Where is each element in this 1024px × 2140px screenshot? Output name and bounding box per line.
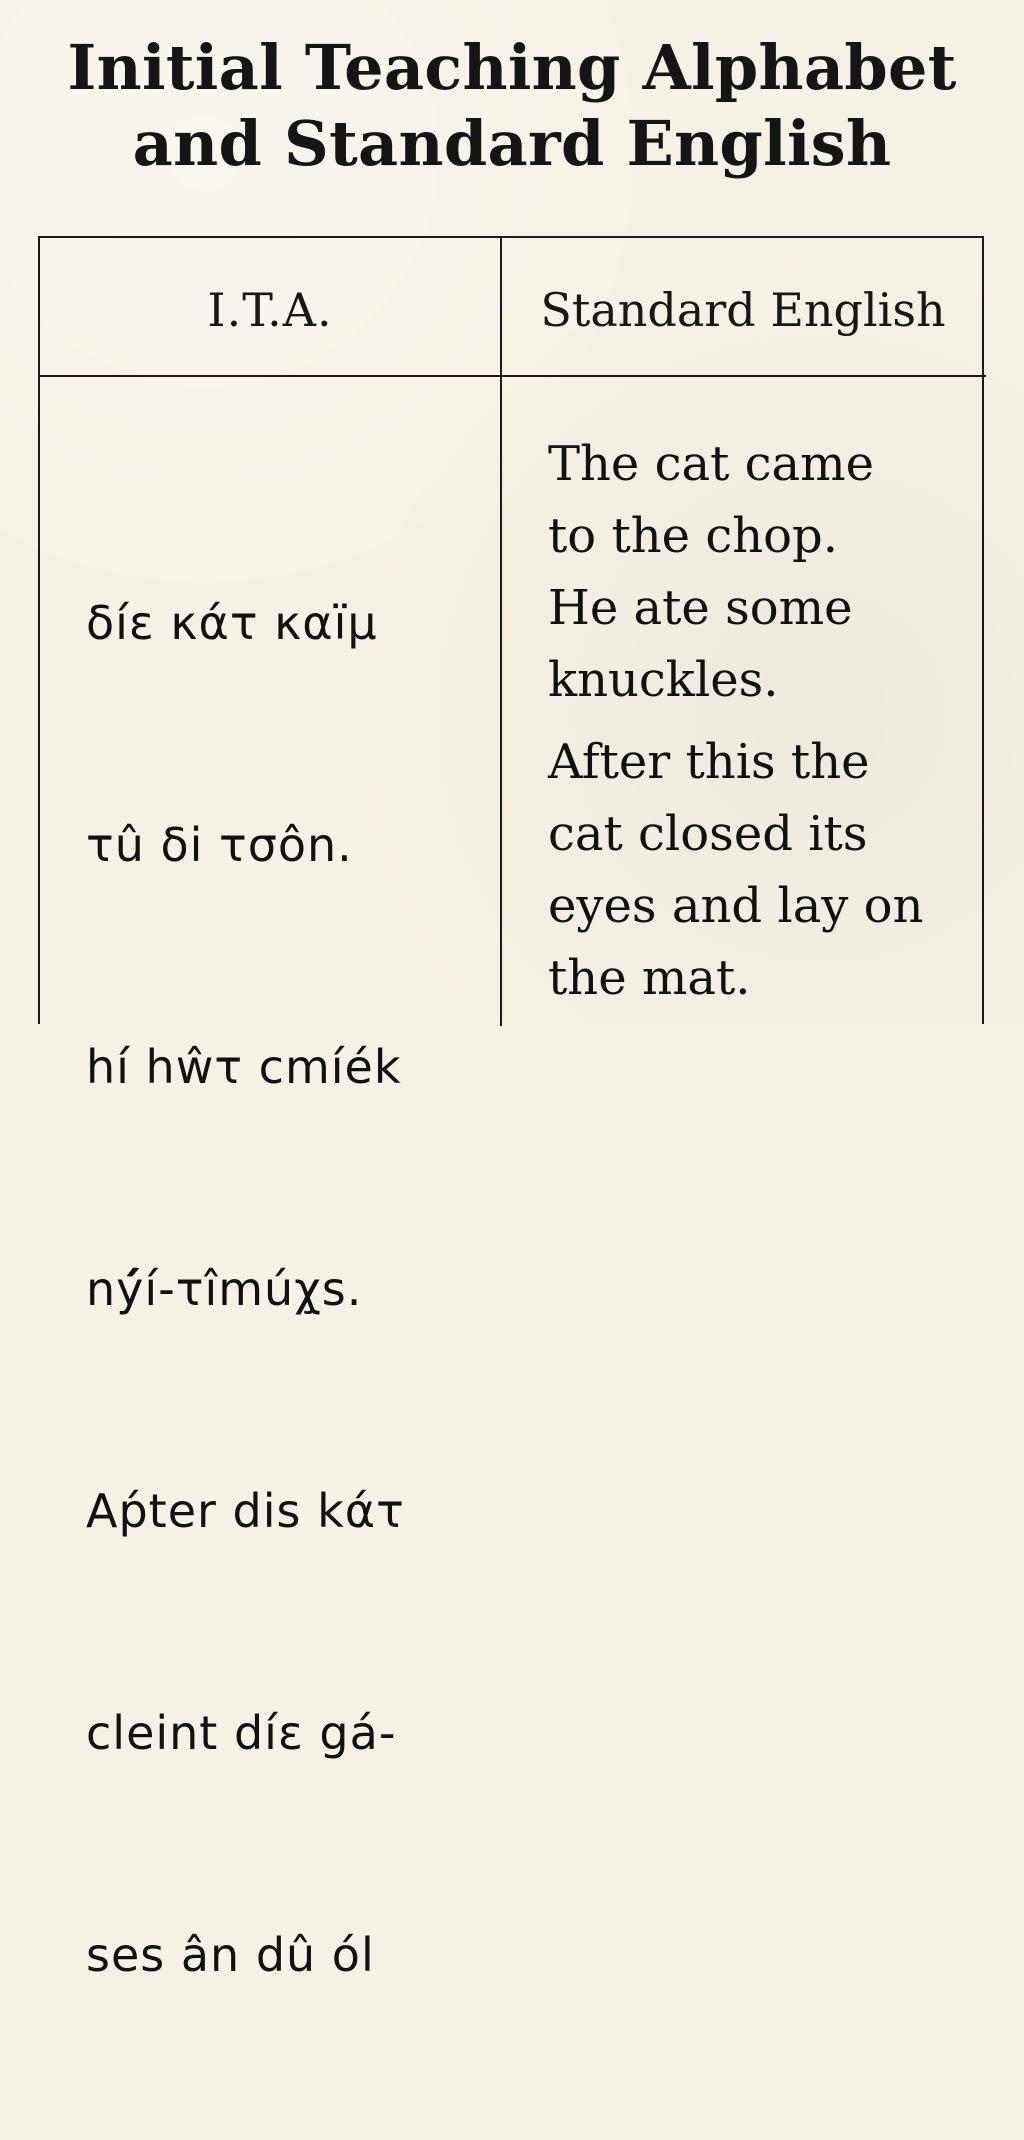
standard-line: cat closed its — [548, 806, 868, 862]
table-column-divider — [500, 238, 502, 1026]
standard-line: The cat came — [548, 436, 875, 492]
standard-line: to the chop. — [548, 508, 838, 564]
ita-line: ný́í-τîmúχ̧s. — [86, 1262, 363, 1316]
comparison-table — [38, 236, 984, 1982]
standard-line: eyes and lay on — [548, 878, 924, 934]
ita-line: δíε κάτ καïμ — [86, 596, 378, 650]
ita-line: hí hŵτ cmíék — [86, 1040, 402, 1094]
ita-line: τû δi τσôn. — [86, 818, 353, 872]
table-header-divider — [40, 375, 986, 377]
ita-text-column — [86, 438, 486, 2140]
standard-line: knuckles. — [548, 652, 779, 708]
page-title — [0, 30, 1024, 182]
standard-english-text-column — [548, 428, 968, 1014]
header-standard-english: Standard English — [540, 283, 946, 337]
title-line-1: Initial Teaching Alphabet — [67, 31, 957, 104]
standard-line: the mat. — [548, 950, 751, 1006]
ita-line: cleint díε gá- — [86, 1706, 397, 1760]
header-ita: I.T.A. — [207, 283, 333, 337]
standard-line: After this the — [548, 734, 870, 790]
paragraph-gap — [548, 716, 968, 726]
title-line-2: and Standard English — [132, 107, 892, 180]
standard-line: He ate some — [548, 580, 853, 636]
ita-line: ses ân dû ól — [86, 1928, 375, 1982]
ita-line: Aṕter dis kάτ — [86, 1484, 405, 1538]
